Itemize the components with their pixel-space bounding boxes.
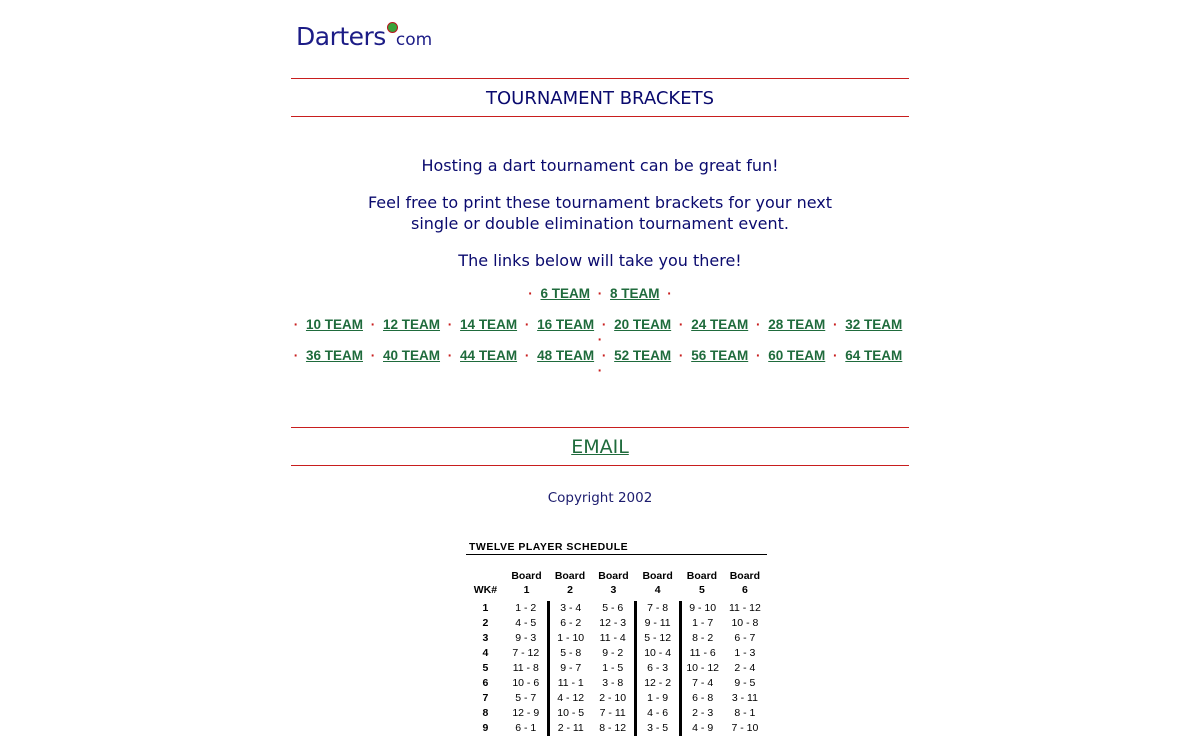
link-52-team[interactable]: 52 TEAM [614,348,672,363]
bracket-links-row-3 [291,348,909,378]
match-cell: 2 - 10 [599,692,627,704]
match-cell: 6 - 2 [548,616,591,631]
link-separator: · [755,317,761,332]
board-label: Board [598,570,629,582]
link-separator: · [447,317,453,332]
email-section [291,436,909,458]
match-cell: 2 - 4 [734,662,756,674]
link-separator: · [597,363,603,378]
match-cell: 11 - 12 [728,602,761,614]
link-14-team[interactable]: 14 TEAM [460,317,518,332]
match-cell: 10 - 5 [548,706,591,721]
link-separator: · [678,348,684,363]
link-12-team[interactable]: 12 TEAM [383,317,441,332]
link-48-team[interactable]: 48 TEAM [537,348,595,363]
match-cell: 5 - 12 [635,631,680,646]
link-6-team[interactable]: 6 TEAM [540,286,590,301]
table-row [466,676,766,691]
match-cell: 1 - 10 [548,631,591,646]
link-28-team[interactable]: 28 TEAM [768,317,826,332]
email-link[interactable]: EMAIL [571,436,629,458]
match-cell: 9 - 2 [602,647,624,659]
link-20-team[interactable]: 20 TEAM [614,317,672,332]
match-cell: 3 - 11 [731,692,758,704]
link-56-team[interactable]: 56 TEAM [691,348,749,363]
match-cell: 10 - 12 [680,661,724,676]
match-cell: 11 - 1 [548,676,591,691]
week-number: 1 [482,602,489,614]
match-cell: 4 - 12 [548,691,591,706]
match-cell: 1 - 7 [680,616,724,631]
match-cell: 7 - 8 [635,601,680,616]
board-number: 1 [523,584,530,596]
match-cell: 2 - 11 [548,721,591,736]
match-cell: 1 - 2 [515,602,537,614]
table-row [466,721,766,736]
bracket-links-row-1 [291,286,909,301]
match-cell: 3 - 5 [635,721,680,736]
match-cell: 6 - 8 [680,691,724,706]
board-number: 5 [699,584,705,596]
link-separator: · [370,348,376,363]
week-number: 8 [482,707,489,719]
board-label: Board [642,570,673,582]
board-label: Board [554,570,586,582]
intro-line-3: The links below will take you there! [458,251,742,270]
link-separator: · [601,348,607,363]
match-cell: 10 - 4 [635,646,680,661]
link-32-team[interactable]: 32 TEAM [845,317,903,332]
schedule-body [466,601,766,736]
match-cell: 9 - 7 [548,661,591,676]
title-rule [291,116,909,117]
match-cell: 5 - 6 [602,602,624,614]
table-row [466,691,766,706]
match-cell: 8 - 1 [734,707,756,719]
site-logo[interactable] [296,22,434,54]
match-cell: 7 - 12 [512,647,540,659]
match-cell: 5 - 8 [548,646,591,661]
match-cell: 8 - 2 [680,631,724,646]
match-cell: 9 - 10 [680,601,724,616]
link-separator: · [447,348,453,363]
twelve-player-schedule [466,541,766,736]
match-cell: 8 - 12 [599,722,627,734]
link-separator: · [293,317,299,332]
match-cell: 7 - 4 [680,676,724,691]
wk-header-spacer [466,569,505,583]
week-number: 6 [482,677,489,689]
week-number: 3 [482,632,489,644]
link-10-team[interactable]: 10 TEAM [305,317,363,332]
week-number: 4 [482,647,489,659]
match-cell: 7 - 11 [599,707,626,719]
link-60-team[interactable]: 60 TEAM [768,348,826,363]
page-title: TOURNAMENT BRACKETS [486,88,714,109]
match-cell: 10 - 8 [731,617,759,629]
link-64-team[interactable]: 64 TEAM [845,348,903,363]
link-36-team[interactable]: 36 TEAM [305,348,363,363]
link-separator: · [524,317,530,332]
link-24-team[interactable]: 24 TEAM [691,317,749,332]
week-number: 2 [482,617,489,629]
board-label: Board [729,570,761,582]
match-cell: 6 - 7 [734,632,756,644]
table-row [466,601,766,616]
table-row [466,706,766,721]
link-separator: · [833,348,838,363]
week-number: 5 [482,662,489,674]
link-40-team[interactable]: 40 TEAM [383,348,441,363]
link-separator: · [601,317,607,332]
link-separator: · [293,348,299,363]
schedule-header-row-2 [466,583,766,597]
match-cell: 4 - 6 [635,706,680,721]
table-row [466,661,766,676]
match-cell: 1 - 3 [734,647,756,659]
match-cell: 7 - 10 [731,722,759,734]
match-cell: 9 - 3 [515,632,537,644]
board-label: Board [686,570,718,582]
wk-header: WK# [473,584,498,596]
table-row [466,631,766,646]
match-cell: 6 - 1 [515,722,537,734]
board-number: 6 [741,584,748,596]
link-separator: · [678,317,684,332]
match-cell: 11 - 4 [599,632,626,644]
intro-line-2a: Feel free to print these tournament brackets for your next [367,193,833,212]
match-cell: 10 - 6 [512,677,540,689]
match-cell: 9 - 5 [734,677,756,689]
match-cell: 4 - 5 [515,617,537,629]
email-top-rule [291,427,909,428]
link-separator: · [524,348,530,363]
match-cell: 3 - 4 [548,601,591,616]
link-44-team[interactable]: 44 TEAM [460,348,518,363]
match-cell: 12 - 9 [512,707,540,719]
table-row [466,616,766,631]
match-cell: 1 - 9 [635,691,680,706]
logo-wordmark: Darters [296,22,386,51]
board-label: Board [511,570,542,582]
match-cell: 2 - 3 [680,706,724,721]
match-cell: 11 - 6 [680,646,724,661]
link-separator: · [528,286,533,301]
table-row [466,646,766,661]
link-separator: · [370,317,376,332]
board-number: 3 [610,584,617,596]
link-separator: · [597,332,603,347]
week-number: 7 [482,692,489,704]
board-number: 2 [567,584,573,596]
copyright: Copyright 2002 [547,490,653,506]
intro-line-1: Hosting a dart tournament can be great fun! [421,156,779,175]
match-cell: 9 - 11 [635,616,680,631]
bracket-links-row-2 [291,317,909,347]
schedule-title: TWELVE PLAYER SCHEDULE [466,541,767,555]
match-cell: 6 - 3 [635,661,680,676]
match-cell: 5 - 7 [515,692,537,704]
link-separator: · [833,317,838,332]
match-cell: 1 - 5 [602,662,624,674]
match-cell: 4 - 9 [680,721,724,736]
logo-suffix: com [395,30,433,50]
top-rule [291,78,909,79]
email-bottom-rule [291,465,909,466]
link-8-team[interactable]: 8 TEAM [610,286,660,301]
match-cell: 3 - 8 [602,677,624,689]
link-separator: · [755,348,761,363]
match-cell: 12 - 2 [635,676,680,691]
schedule-table [466,569,766,736]
match-cell: 12 - 3 [599,617,627,629]
schedule-header-row-1 [466,569,766,583]
link-separator: · [667,286,672,301]
match-cell: 11 - 8 [512,662,539,674]
week-number: 9 [482,722,489,734]
board-number: 4 [654,584,661,596]
intro-line-2b: single or double elimination tournament event. [411,214,789,233]
link-16-team[interactable]: 16 TEAM [537,317,595,332]
link-separator: · [597,286,603,301]
